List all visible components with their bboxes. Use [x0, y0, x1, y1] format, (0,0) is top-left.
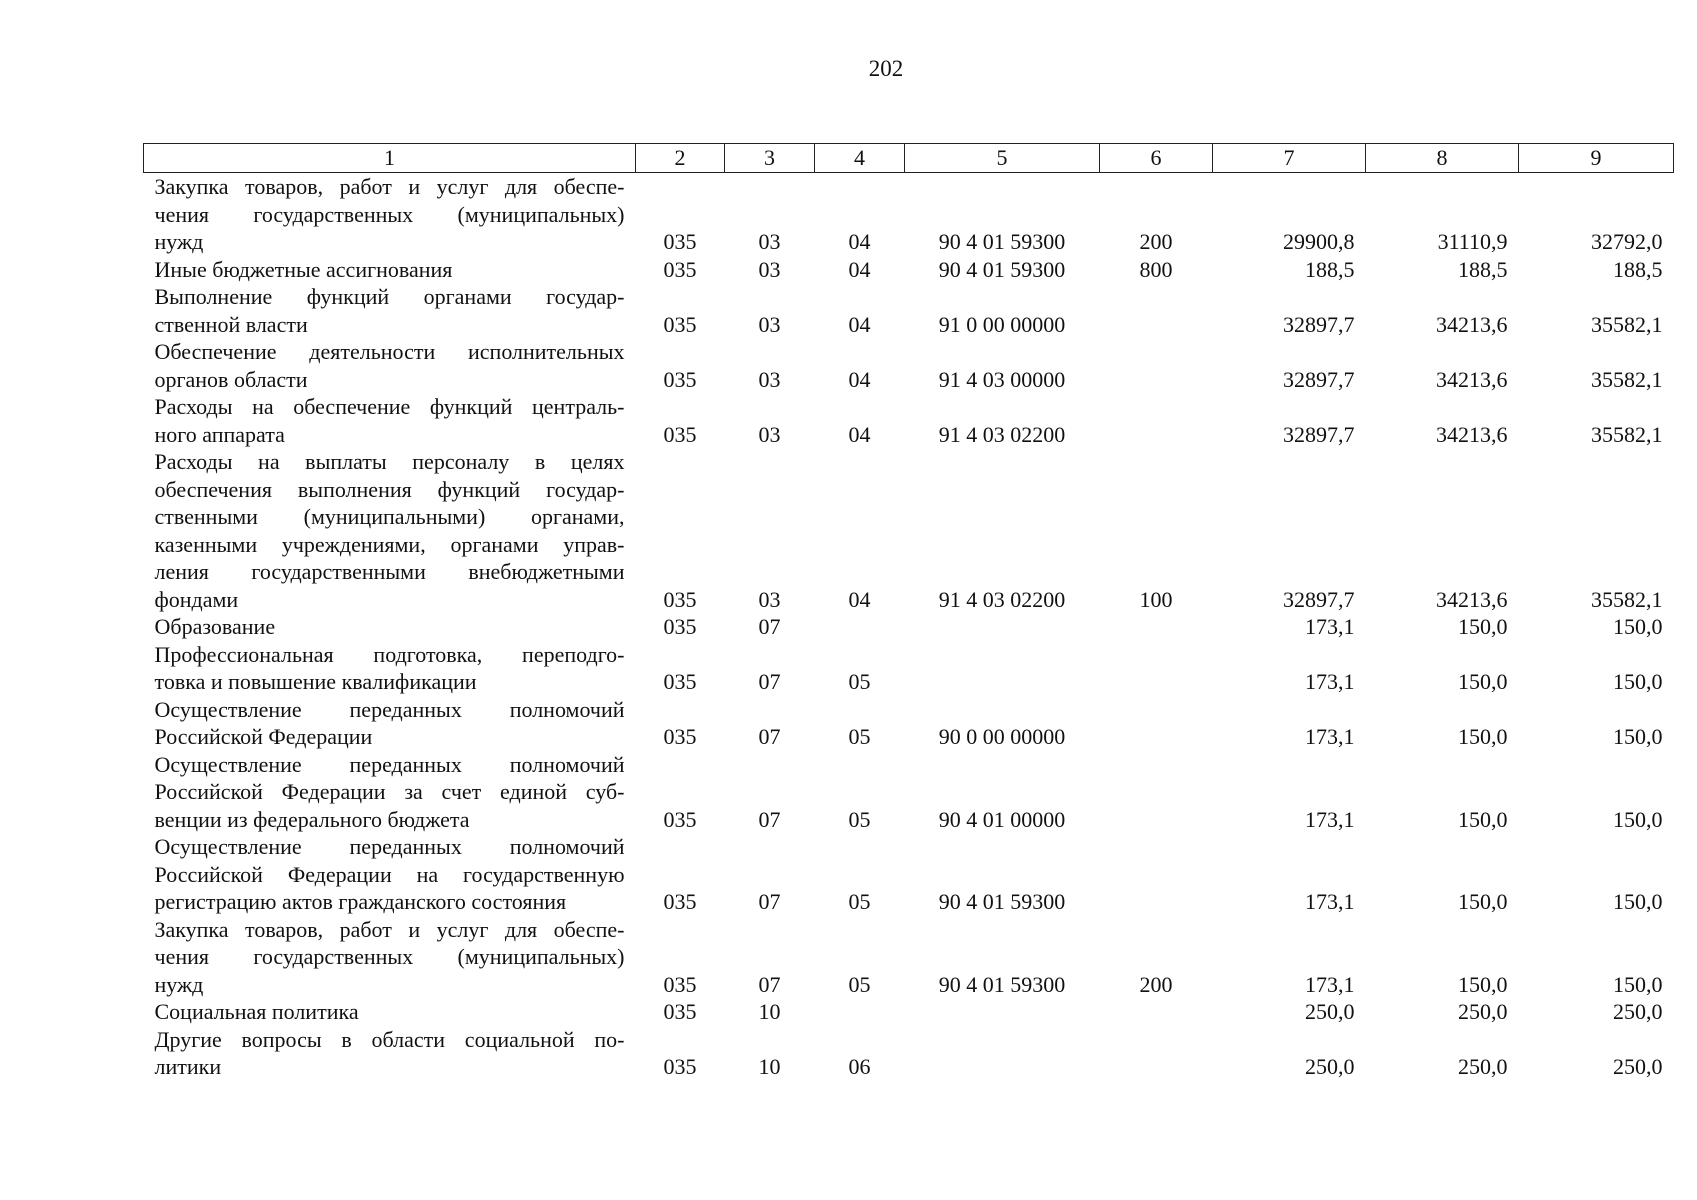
cell-description — [144, 283, 636, 338]
description-line: Осуществление переданных полномочий — [154, 696, 625, 722]
budget-table — [143, 143, 1674, 1081]
cell-amount-year1: 32897,7 — [1283, 366, 1355, 392]
cell-subsection: 04 — [848, 366, 871, 392]
cell-amount-year2: 250,0 — [1458, 1054, 1508, 1079]
cell-amount-year2: 150,0 — [1458, 971, 1508, 997]
cell-expense-type — [1100, 1026, 1213, 1081]
cell-code: 035 — [663, 999, 697, 1024]
table-row — [144, 283, 1674, 338]
cell-target-article: 90 4 01 59300 — [938, 889, 1066, 914]
cell-code: 035 — [663, 724, 697, 749]
cell-amount-year2: 34213,6 — [1436, 586, 1508, 612]
cell-amount-year2: 250,0 — [1458, 999, 1508, 1024]
cell-amount-year3: 32792,0 — [1591, 229, 1663, 254]
cell-description — [144, 448, 636, 613]
cell-target-article: 91 4 03 02200 — [938, 421, 1066, 447]
table-row — [144, 613, 1674, 641]
cell-target-article: 90 4 01 00000 — [938, 806, 1066, 832]
table-body — [144, 173, 1674, 1081]
description-line: казенными учреждениями, органами управ- — [154, 531, 625, 557]
column-header: 4 — [815, 144, 905, 173]
cell-target-article — [905, 998, 1100, 1026]
description-line: ственной власти — [154, 311, 308, 337]
cell-amount-year2: 188,5 — [1458, 256, 1508, 282]
table-row — [144, 173, 1674, 256]
column-header: 7 — [1213, 144, 1366, 173]
cell-amount-year3: 250,0 — [1613, 999, 1663, 1024]
cell-description — [144, 916, 636, 999]
cell-section: 03 — [758, 586, 781, 612]
table-row — [144, 448, 1674, 613]
cell-description — [144, 173, 636, 256]
cell-section: 03 — [758, 256, 781, 282]
cell-description — [144, 998, 636, 1026]
cell-amount-year3: 150,0 — [1613, 724, 1663, 749]
description-line: регистрацию актов гражданского состояния — [154, 889, 567, 914]
cell-section: 03 — [758, 229, 781, 254]
cell-amount-year2: 150,0 — [1458, 614, 1508, 639]
description-line: Выполнение функций органами государ- — [154, 284, 625, 309]
cell-expense-type — [1100, 338, 1213, 393]
description-line: обеспечения выполнения функций государ- — [154, 476, 625, 502]
cell-description — [144, 393, 636, 448]
table-row — [144, 393, 1674, 448]
column-header: 2 — [636, 144, 725, 173]
cell-description — [144, 1026, 636, 1081]
cell-amount-year1: 173,1 — [1305, 724, 1355, 749]
table-row — [144, 256, 1674, 284]
cell-amount-year2: 150,0 — [1458, 889, 1508, 914]
description-line: органов области — [154, 366, 308, 392]
cell-target-article — [905, 641, 1100, 696]
cell-code: 035 — [663, 806, 697, 832]
cell-subsection: 05 — [848, 806, 871, 832]
cell-expense-type — [1100, 696, 1213, 751]
cell-subsection: 05 — [848, 889, 871, 914]
description-line: чения государственных (муниципальных) — [154, 944, 625, 969]
table-row — [144, 641, 1674, 696]
cell-amount-year3: 35582,1 — [1591, 366, 1663, 392]
description-line: ного аппарата — [154, 421, 285, 447]
description-line: Осуществление переданных полномочий — [154, 751, 625, 777]
cell-section: 07 — [758, 614, 781, 639]
table-row — [144, 696, 1674, 751]
cell-amount-year1: 32897,7 — [1283, 311, 1355, 337]
cell-subsection — [815, 998, 905, 1026]
cell-expense-type: 200 — [1139, 971, 1173, 997]
cell-code: 035 — [663, 256, 697, 282]
cell-section: 07 — [758, 971, 781, 997]
description-line: фондами — [154, 586, 239, 612]
description-line: венции из федерального бюджета — [154, 806, 470, 832]
cell-code: 035 — [663, 669, 697, 694]
description-line: Иные бюджетные ассигнования — [154, 256, 453, 282]
cell-section: 07 — [758, 889, 781, 914]
page-number: 202 — [868, 56, 904, 81]
cell-amount-year3: 150,0 — [1613, 669, 1663, 694]
column-header: 9 — [1519, 144, 1674, 173]
description-line: Расходы на выплаты персоналу в целях — [154, 449, 625, 474]
description-line: Российской Федерации за счет единой суб- — [154, 779, 625, 804]
description-line: ственными (муниципальными) органами, — [154, 504, 625, 529]
cell-expense-type: 100 — [1139, 586, 1173, 612]
cell-subsection: 04 — [848, 421, 871, 447]
cell-section: 03 — [758, 366, 781, 392]
cell-subsection: 04 — [848, 586, 871, 612]
cell-section: 07 — [758, 806, 781, 832]
table-row — [144, 338, 1674, 393]
table-row — [144, 1026, 1674, 1081]
cell-subsection: 06 — [848, 1054, 871, 1079]
column-header: 5 — [905, 144, 1100, 173]
cell-description — [144, 641, 636, 696]
cell-description — [144, 833, 636, 916]
table-header — [144, 144, 1674, 173]
cell-description — [144, 613, 636, 641]
cell-expense-type — [1100, 998, 1213, 1026]
description-line: нужд — [154, 229, 204, 254]
cell-expense-type — [1100, 283, 1213, 338]
column-header: 1 — [144, 144, 636, 173]
cell-subsection: 04 — [848, 229, 871, 254]
description-line: литики — [154, 1054, 222, 1079]
cell-amount-year1: 32897,7 — [1283, 586, 1355, 612]
cell-amount-year2: 34213,6 — [1436, 366, 1508, 392]
cell-amount-year1: 250,0 — [1305, 1054, 1355, 1079]
cell-amount-year3: 188,5 — [1613, 256, 1663, 282]
description-line: нужд — [154, 971, 204, 997]
cell-amount-year1: 188,5 — [1305, 256, 1355, 282]
description-line: Обеспечение деятельности исполнительных — [154, 339, 625, 364]
cell-amount-year3: 150,0 — [1613, 971, 1663, 997]
cell-description — [144, 751, 636, 834]
cell-expense-type: 800 — [1139, 256, 1173, 282]
cell-code: 035 — [663, 366, 697, 392]
cell-amount-year1: 173,1 — [1305, 614, 1355, 639]
cell-target-article: 90 0 00 00000 — [938, 724, 1066, 749]
table-row — [144, 916, 1674, 999]
cell-target-article: 91 0 00 00000 — [938, 311, 1066, 337]
cell-target-article: 91 4 03 00000 — [938, 366, 1066, 392]
cell-code: 035 — [663, 971, 697, 997]
description-line: Расходы на обеспечение функций централь- — [154, 394, 625, 419]
cell-amount-year1: 173,1 — [1305, 971, 1355, 997]
cell-expense-type: 200 — [1139, 229, 1173, 254]
cell-target-article: 90 4 01 59300 — [938, 229, 1066, 254]
cell-amount-year2: 34213,6 — [1436, 421, 1508, 447]
cell-amount-year2: 150,0 — [1458, 669, 1508, 694]
cell-subsection: 04 — [848, 256, 871, 282]
cell-section: 07 — [758, 669, 781, 694]
cell-amount-year1: 32897,7 — [1283, 421, 1355, 447]
cell-amount-year2: 150,0 — [1458, 806, 1508, 832]
cell-target-article: 90 4 01 59300 — [938, 256, 1066, 282]
table-row — [144, 998, 1674, 1026]
cell-subsection: 04 — [848, 311, 871, 337]
cell-amount-year3: 150,0 — [1613, 614, 1663, 639]
description-line: Образование — [154, 614, 276, 639]
cell-target-article — [905, 613, 1100, 641]
cell-code: 035 — [663, 421, 697, 447]
cell-target-article: 91 4 03 02200 — [938, 586, 1066, 612]
cell-description — [144, 338, 636, 393]
cell-code: 035 — [663, 586, 697, 612]
cell-expense-type — [1100, 393, 1213, 448]
description-line: Социальная политика — [154, 999, 359, 1024]
cell-subsection — [815, 613, 905, 641]
cell-code: 035 — [663, 229, 697, 254]
description-line: Осуществление переданных полномочий — [154, 834, 625, 859]
cell-amount-year1: 250,0 — [1305, 999, 1355, 1024]
cell-amount-year3: 150,0 — [1613, 806, 1663, 832]
description-line: чения государственных (муниципальных) — [154, 201, 625, 227]
cell-expense-type — [1100, 833, 1213, 916]
cell-subsection: 05 — [848, 971, 871, 997]
column-header: 8 — [1366, 144, 1519, 173]
cell-code: 035 — [663, 1054, 697, 1079]
cell-subsection: 05 — [848, 724, 871, 749]
cell-amount-year3: 35582,1 — [1591, 311, 1663, 337]
cell-amount-year1: 173,1 — [1305, 806, 1355, 832]
cell-amount-year2: 34213,6 — [1436, 311, 1508, 337]
cell-expense-type — [1100, 613, 1213, 641]
cell-expense-type — [1100, 751, 1213, 834]
header-row — [144, 144, 1674, 173]
cell-amount-year1: 173,1 — [1305, 669, 1355, 694]
cell-code: 035 — [663, 889, 697, 914]
cell-amount-year3: 150,0 — [1613, 889, 1663, 914]
cell-amount-year2: 150,0 — [1458, 724, 1508, 749]
description-line: Закупка товаров, работ и услуг для обеспе- — [154, 916, 625, 942]
description-line: Российской Федерации — [154, 724, 373, 749]
description-line: Профессиональная подготовка, переподго- — [154, 641, 625, 667]
cell-amount-year3: 250,0 — [1613, 1054, 1663, 1079]
description-line: Закупка товаров, работ и услуг для обеспе- — [154, 174, 625, 199]
column-header: 3 — [725, 144, 815, 173]
cell-subsection: 05 — [848, 669, 871, 694]
cell-description — [144, 696, 636, 751]
cell-description — [144, 256, 636, 284]
table-row — [144, 833, 1674, 916]
cell-section: 03 — [758, 421, 781, 447]
cell-section: 10 — [758, 999, 781, 1024]
description-line: товка и повышение квалификации — [154, 669, 477, 694]
cell-target-article: 90 4 01 59300 — [938, 971, 1066, 997]
cell-amount-year1: 29900,8 — [1283, 229, 1355, 254]
cell-amount-year3: 35582,1 — [1591, 421, 1663, 447]
cell-section: 07 — [758, 724, 781, 749]
cell-amount-year2: 31110,9 — [1437, 229, 1508, 254]
description-line: ления государственными внебюджетными — [154, 559, 625, 584]
description-line: Другие вопросы в области социальной по- — [154, 1026, 625, 1052]
column-header: 6 — [1100, 144, 1213, 173]
cell-section: 03 — [758, 311, 781, 337]
cell-expense-type — [1100, 641, 1213, 696]
cell-amount-year3: 35582,1 — [1591, 586, 1663, 612]
cell-section: 10 — [758, 1054, 781, 1079]
table-row — [144, 751, 1674, 834]
cell-amount-year1: 173,1 — [1305, 889, 1355, 914]
cell-target-article — [905, 1026, 1100, 1081]
cell-code: 035 — [663, 614, 697, 639]
cell-code: 035 — [663, 311, 697, 337]
description-line: Российской Федерации на государственную — [154, 861, 625, 887]
